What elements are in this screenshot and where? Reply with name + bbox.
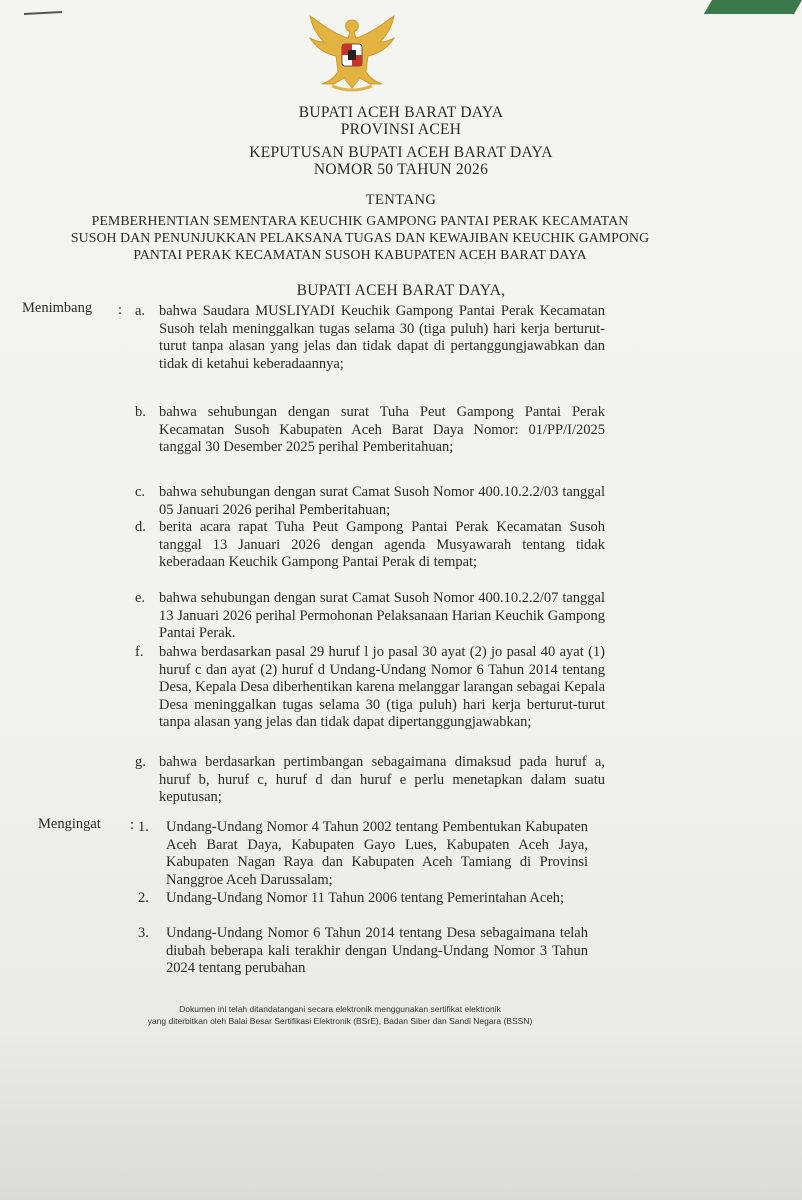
- item-marker: a.: [135, 303, 146, 319]
- item-text: bahwa berdasarkan pasal 29 huruf l jo pasal 30 ayat (2) jo pasal 40 ayat (1) huruf c dan ayat (2) huruf d Undang-Undang Nomor 6 Tahun 2014 tentang Desa, Kepala Desa diberhentikan karena melanggar larangan sebagai Kepala Desa meninggalkan tugas selama 30 (tiga puluh) hari kerja berturut-turut tanpa alasan yang jelas dan tidak dapat dipertanggungjawabkan;: [159, 644, 605, 731]
- item-text: bahwa berdasarkan pertimbangan sebagaimana dimaksud pada huruf a, huruf b, huruf c, huruf d dan huruf e perlu menetapkan dalam suatu keputusan;: [159, 754, 605, 806]
- list-item: [135, 644, 605, 732]
- background-edge: [704, 0, 802, 14]
- issuer-heading: [0, 104, 802, 138]
- garuda-emblem-icon: [304, 12, 400, 96]
- item-marker: g.: [135, 754, 146, 770]
- list-item: [138, 925, 588, 978]
- official-title: BUPATI ACEH BARAT DAYA,: [296, 282, 506, 299]
- tentang-label: TENTANG: [365, 192, 437, 208]
- item-text: bahwa sehubungan dengan surat Tuha Peut Gampong Pantai Perak Kecamatan Susoh Kabupaten Aceh Barat Daya Nomor: 01/PP/I/2025 tanggal 30 Desember 2025 perihal Pemberitahuan;: [159, 404, 605, 456]
- item-marker: b.: [135, 404, 146, 420]
- pen-mark: [24, 11, 62, 15]
- item-marker: e.: [135, 590, 146, 606]
- item-marker: d.: [135, 519, 146, 535]
- item-marker: f.: [135, 644, 144, 660]
- menimbang-label: Menimbang: [22, 300, 93, 316]
- list-item: [135, 754, 605, 807]
- esignature-line2: yang diterbitkan oleh Balai Besar Sertifikasi Elektronik (BSrE), Badan Siber dan Sandi Negara (BSSN): [147, 1016, 533, 1026]
- item-text: bahwa Saudara MUSLIYADI Keuchik Gampong Pantai Perak Kecamatan Susoh telah meninggalkan tugas selama 30 (tiga puluh) hari kerja berturut-turut tanpa alasan yang jelas dan tidak dapat di pertanggungjawabkan dan tidak di ketahui keberadaannya;: [159, 303, 605, 372]
- mengingat-label: Mengingat: [38, 816, 101, 832]
- decree-title: KEPUTUSAN BUPATI ACEH BARAT DAYA: [249, 144, 553, 161]
- item-marker: 1.: [138, 819, 149, 835]
- item-text: berita acara rapat Tuha Peut Gampong Pantai Perak Kecamatan Susoh tanggal 13 Januari 2026 dengan agenda Musyawarah tentang tidak keberadaan Keuchik Gampong Pantai Perak di tempat;: [159, 519, 605, 571]
- list-item: [135, 590, 605, 643]
- issuer-line1: BUPATI ACEH BARAT DAYA: [298, 104, 504, 121]
- menimbang-colon: :: [118, 302, 123, 318]
- issuer-line2: PROVINSI ACEH: [340, 121, 462, 138]
- esignature-notice: [0, 1003, 680, 1027]
- list-item: [138, 819, 588, 889]
- subject-line: PEMBERHENTIAN SEMENTARA KEUCHIK GAMPONG PANTAI PERAK KECAMATAN: [91, 213, 629, 228]
- item-text: bahwa sehubungan dengan surat Camat Susoh Nomor 400.10.2.2/03 tanggal 05 Januari 2026 perihal Pemberitahuan;: [159, 484, 605, 518]
- decree-number: NOMOR 50 TAHUN 2026: [313, 161, 489, 178]
- list-item: [135, 519, 605, 572]
- decree-subject: [40, 212, 680, 263]
- item-text: Undang-Undang Nomor 6 Tahun 2014 tentang Desa sebagaimana telah diubah beberapa kali terakhir dengan Undang-Undang Nomor 3 Tahun 2024 tentang perubahan: [166, 925, 588, 977]
- list-item: [135, 404, 605, 457]
- mengingat-colon: :: [130, 817, 135, 833]
- page-shadow: [0, 1030, 802, 1200]
- item-text: bahwa sehubungan dengan surat Camat Susoh Nomor 400.10.2.2/07 tanggal 13 Januari 2026 perihal Permohonan Pelaksanaan Harian Keuchik Gampong Pantai Perak.: [159, 590, 605, 642]
- item-text: Undang-Undang Nomor 4 Tahun 2002 tentang Pembentukan Kabupaten Aceh Barat Daya, Kabupaten Gayo Lues, Kabupaten Aceh Jaya, Kabupaten Nagan Raya dan Kabupaten Aceh Tamiang di Provinsi Nanggroe Aceh Darussalam;: [166, 819, 588, 888]
- esignature-line1: Dokumen ini telah ditandatangani secara elektronik menggunakan sertifikat elektronik: [179, 1004, 501, 1014]
- item-marker: c.: [135, 484, 146, 500]
- list-item: [135, 484, 605, 519]
- list-item: [135, 303, 605, 373]
- subject-line: PANTAI PERAK KECAMATAN SUSOH KABUPATEN ACEH BARAT DAYA: [133, 247, 587, 262]
- list-item: [138, 890, 588, 908]
- item-text: Undang-Undang Nomor 11 Tahun 2006 tentang Pemerintahan Aceh;: [166, 890, 565, 906]
- item-marker: 2.: [138, 890, 149, 906]
- subject-line: SUSOH DAN PENUNJUKKAN PELAKSANA TUGAS DAN KEWAJIBAN KEUCHIK GAMPONG: [70, 230, 650, 245]
- decree-heading: [0, 144, 802, 178]
- item-marker: 3.: [138, 925, 149, 941]
